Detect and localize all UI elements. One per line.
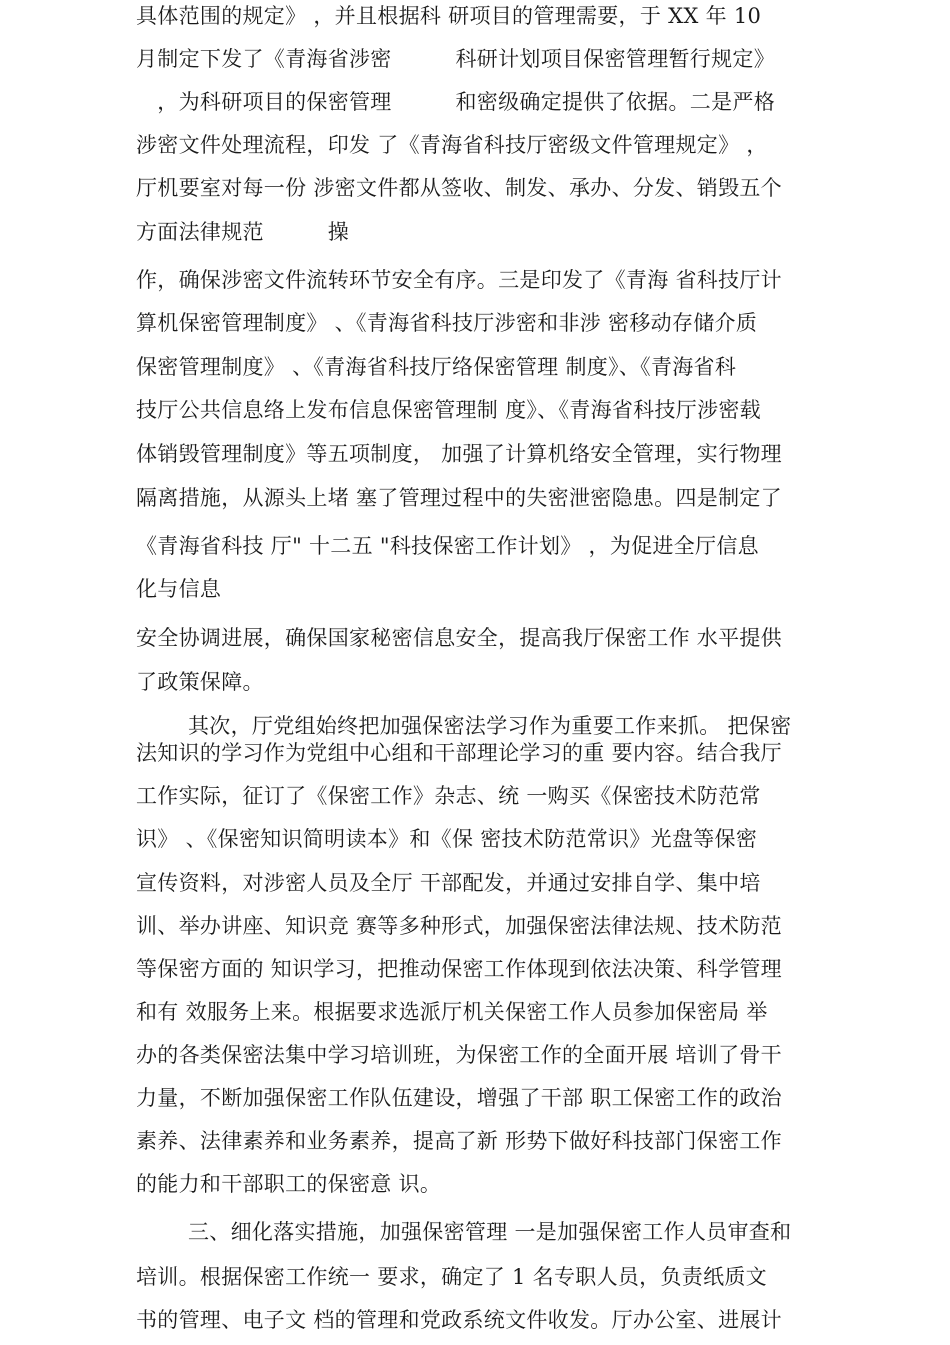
- text-line: 月制定下发了《青海省涉密 科研计划项目保密管理暂行规定》: [136, 47, 775, 71]
- text-line: 安全协调进展，确保国家秘密信息安全，提高我厅保密工作 水平提供: [136, 626, 782, 650]
- text-line: 厅机要室对每一份 涉密文件都从签收、制发、承办、分发、销毁五个: [136, 176, 782, 200]
- text-line: 识》 、《保密知识简明读本》和《保 密技术防范常识》光盘等保密: [136, 827, 758, 851]
- text-line: 方面法律规范 操: [136, 220, 349, 244]
- text-line: 具体范围的规定》 ，并且根据科 研项目的管理需要，于 XX 年 10: [136, 4, 762, 28]
- text-line: 了政策保障。: [136, 670, 264, 694]
- text-line: 隔离措施，从源头上堵 塞了管理过程中的失密泄密隐患。四是制定了: [136, 486, 782, 510]
- text-line: 作，确保涉密文件流转环节安全有序。三是印发了《青海 省科技厅计: [136, 268, 782, 292]
- text-line: 涉密文件处理流程，印发 了《青海省科技厅密级文件管理规定》 ，: [136, 133, 768, 157]
- text-line: 体销毁管理制度》等五项制度， 加强了计算机络安全管理，实行物理: [136, 442, 782, 466]
- text-line: 保密管理制度》 、《青海省科技厅络保密管理 制度》、《青海省科: [136, 355, 737, 379]
- text-line: 《青海省科技 厅" 十二五 "科技保密工作计划》 ，为促进全厅信息: [136, 534, 759, 558]
- text-line: 法知识的学习作为党组中心组和干部理论学习的重 要内容。结合我厅: [136, 741, 782, 765]
- text-line: 训、举办讲座、知识竞 赛等多种形式，加强保密法律法规、技术防范: [136, 914, 782, 938]
- text-line: 技厅公共信息络上发布信息保密管理制 度》、《青海省科技厅涉密载: [136, 398, 761, 422]
- paragraph-first-line: 三、细化落实措施，加强保密管理 一是加强保密工作人员审查和: [188, 1220, 792, 1244]
- text-line: 等保密方面的 知识学习，把推动保密工作体现到依法决策、科学管理: [136, 957, 782, 981]
- text-line: ，为科研项目的保密管理 和密级确定提供了依据。二是严格: [136, 90, 775, 114]
- text-line: 化与信息: [136, 577, 222, 601]
- text-line: 的能力和干部职工的保密意 识。: [136, 1172, 442, 1196]
- text-line: 素养、法律素养和业务素养，提高了新 形势下做好科技部门保密工作: [136, 1129, 782, 1153]
- text-line: 培训。根据保密工作统一 要求，确定了 1 名专职人员，负责纸质文: [136, 1265, 767, 1289]
- text-line: 和有 效服务上来。根据要求选派厅机关保密工作人员参加保密局 举: [136, 1000, 768, 1024]
- text-line: 宣传资料，对涉密人员及全厅 干部配发，并通过安排自学、集中培: [136, 871, 761, 895]
- text-line: 力量，不断加强保密工作队伍建设，增强了干部 职工保密工作的政治: [136, 1086, 782, 1110]
- text-line: 办的各类保密法集中学习培训班，为保密工作的全面开展 培训了骨干: [136, 1043, 782, 1067]
- text-line: 书的管理、电子文 档的管理和党政系统文件收发。厅办公室、进展计: [136, 1308, 782, 1332]
- text-line: 算机保密管理制度》 、《青海省科技厅涉密和非涉 密移动存储介质: [136, 311, 758, 335]
- text-line: 工作实际，征订了《保密工作》杂志、统 一购买《保密技术防范常: [136, 784, 761, 808]
- paragraph-first-line: 其次，厅党组始终把加强保密法学习作为重要工作来抓。 把保密: [188, 714, 792, 738]
